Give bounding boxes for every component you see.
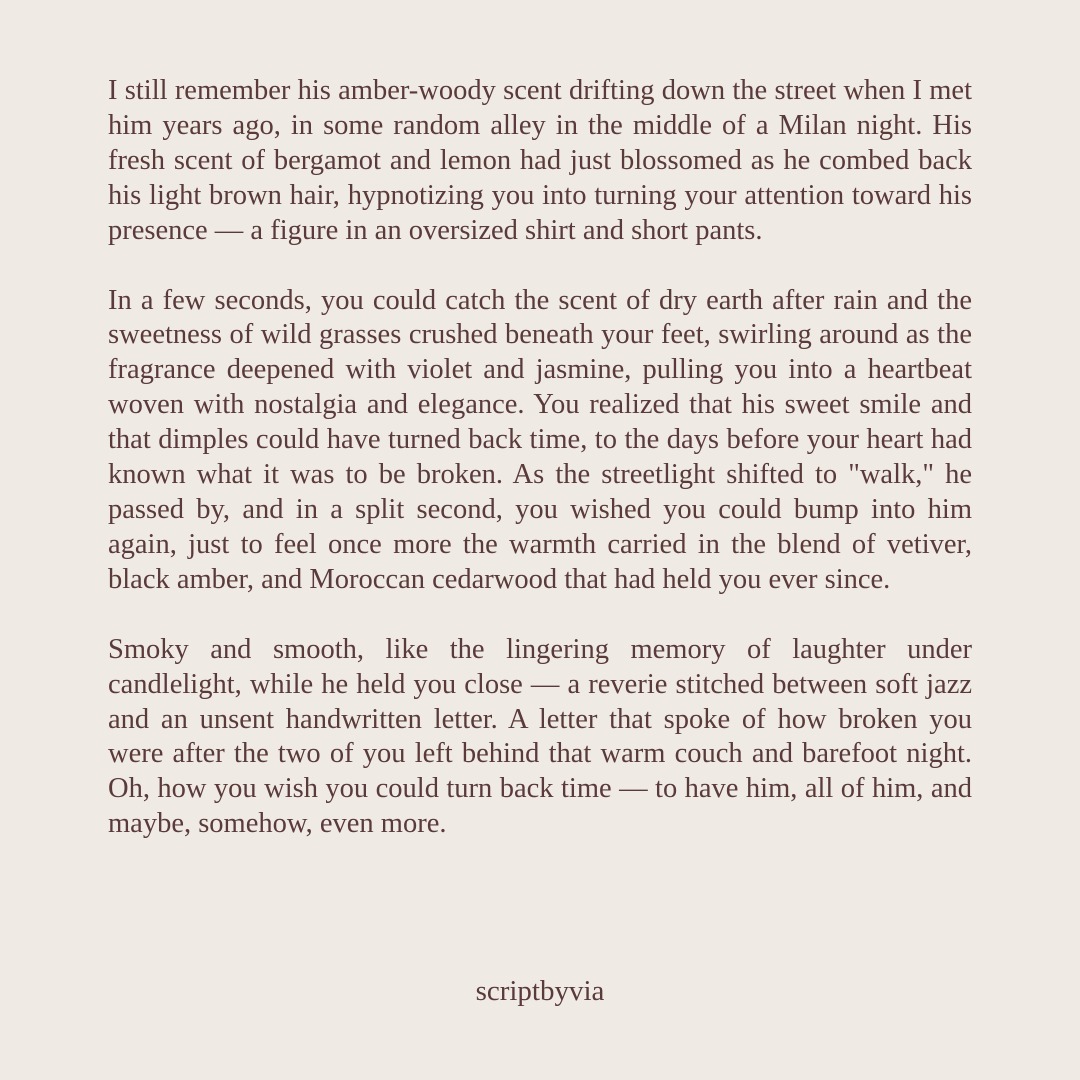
author-signature: scriptbyvia bbox=[475, 975, 605, 1007]
paragraph-1: I still remember his amber-woody scent drifting down the street when I met him years ago, in some random alley in the middle of a Milan night. His fresh scent of bergamot and lemon had just blossomed as he combed back his light brown hair, hypnotizing you into turning your attention toward his presence — a figure in an oversized shirt and short pants. bbox=[108, 75, 972, 246]
paragraph-2: In a few seconds, you could catch the scent of dry earth after rain and the sweetness of wild grasses crushed beneath your feet, swirling around as the fragrance deepened with violet and jasmine, pulling you into a heartbeat woven with nostalgia and elegance. You realized that his sweet smile and that dimples could have turned back time, to the days before your heart had known what it was to be broken. As the streetlight shifted to "walk," he passed by, and in a split second, you wished you could bump into him again, just to feel once more the warmth carried in the blend of vetiver, black amber, and Moroccan cedarwood that had held you ever since. bbox=[108, 284, 972, 595]
paragraph-3: Smoky and smooth, like the lingering memory of laughter under candlelight, while he held you close — a reverie stitched between soft jazz and an unsent handwritten letter. A letter that spoke of how broken you were after the two of you left behind that warm couch and barefoot night. Oh, how you wish you could turn back time — to have him, all of him, and maybe, somehow, even more. bbox=[108, 633, 972, 840]
story-text-block bbox=[108, 74, 972, 877]
